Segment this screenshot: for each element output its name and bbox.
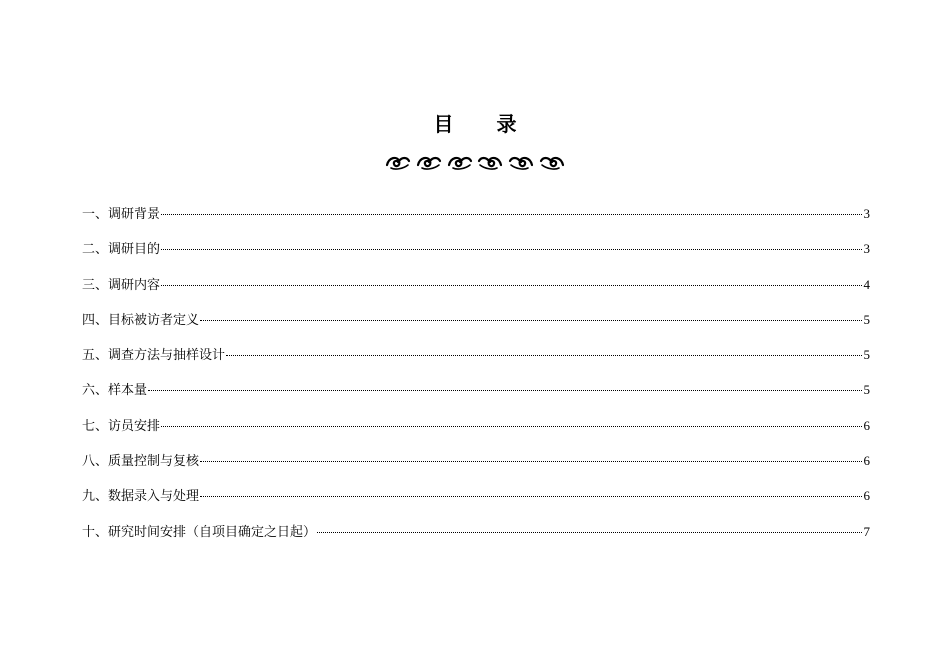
toc-entry[interactable]	[82, 337, 870, 372]
toc-entry[interactable]	[82, 372, 870, 407]
toc-title: 目 录	[433, 112, 535, 136]
toc-entry[interactable]	[82, 196, 870, 231]
toc-entry-page: 5	[863, 311, 870, 327]
toc-entry[interactable]	[82, 478, 870, 513]
toc-entry-page: 6	[863, 417, 870, 433]
toc-entry[interactable]	[82, 408, 870, 443]
toc-entry-page: 3	[863, 241, 870, 257]
toc-entry-page: 4	[863, 276, 870, 292]
flourish-icon-mirrored	[477, 153, 503, 171]
title-ornament	[385, 150, 565, 174]
toc-dot-leader	[161, 248, 861, 250]
toc-dot-leader	[226, 354, 861, 356]
toc-entry-label: 七、访员安排	[82, 418, 161, 434]
toc-entry[interactable]	[82, 443, 870, 478]
flourish-icon	[416, 153, 442, 171]
flourish-icon	[447, 153, 473, 171]
toc-dot-leader	[200, 319, 861, 321]
toc-entry[interactable]	[82, 231, 870, 266]
flourish-icon-mirrored	[539, 153, 565, 171]
toc-dot-leader	[148, 389, 861, 391]
toc-entry[interactable]	[82, 514, 870, 549]
toc-entry-label: 九、数据录入与处理	[82, 489, 200, 505]
toc-entry-page: 6	[863, 453, 870, 469]
toc-entry-label: 一、调研背景	[82, 207, 161, 222]
toc-dot-leader	[200, 495, 861, 497]
toc-entry[interactable]	[82, 302, 870, 337]
toc-entry-label: 四、目标被访者定义	[82, 312, 200, 328]
toc-entry-page: 5	[863, 382, 870, 398]
toc-entry-label: 八、质量控制与复核	[82, 454, 200, 470]
toc-dot-leader	[317, 531, 861, 533]
toc-entry-page: 5	[863, 347, 870, 363]
toc-entry-label: 二、调研目的	[82, 242, 161, 258]
toc-entry-label: 六、样本量	[82, 383, 148, 399]
toc-entry-label: 三、调研内容	[82, 277, 161, 293]
toc-entry[interactable]	[82, 267, 870, 302]
toc-list	[82, 196, 870, 549]
toc-dot-leader	[161, 284, 861, 286]
flourish-icon-mirrored	[508, 153, 534, 171]
toc-entry-page: 7	[863, 523, 870, 539]
toc-dot-leader	[161, 213, 861, 215]
toc-entry-page: 6	[863, 488, 870, 504]
toc-entry-label: 十、研究时间安排（自项目确定之日起）	[82, 524, 317, 540]
toc-dot-leader	[200, 460, 861, 462]
toc-entry-page: 3	[863, 206, 870, 221]
toc-dot-leader	[161, 425, 861, 427]
toc-entry-label: 五、调查方法与抽样设计	[82, 348, 226, 364]
flourish-icon	[385, 153, 411, 171]
